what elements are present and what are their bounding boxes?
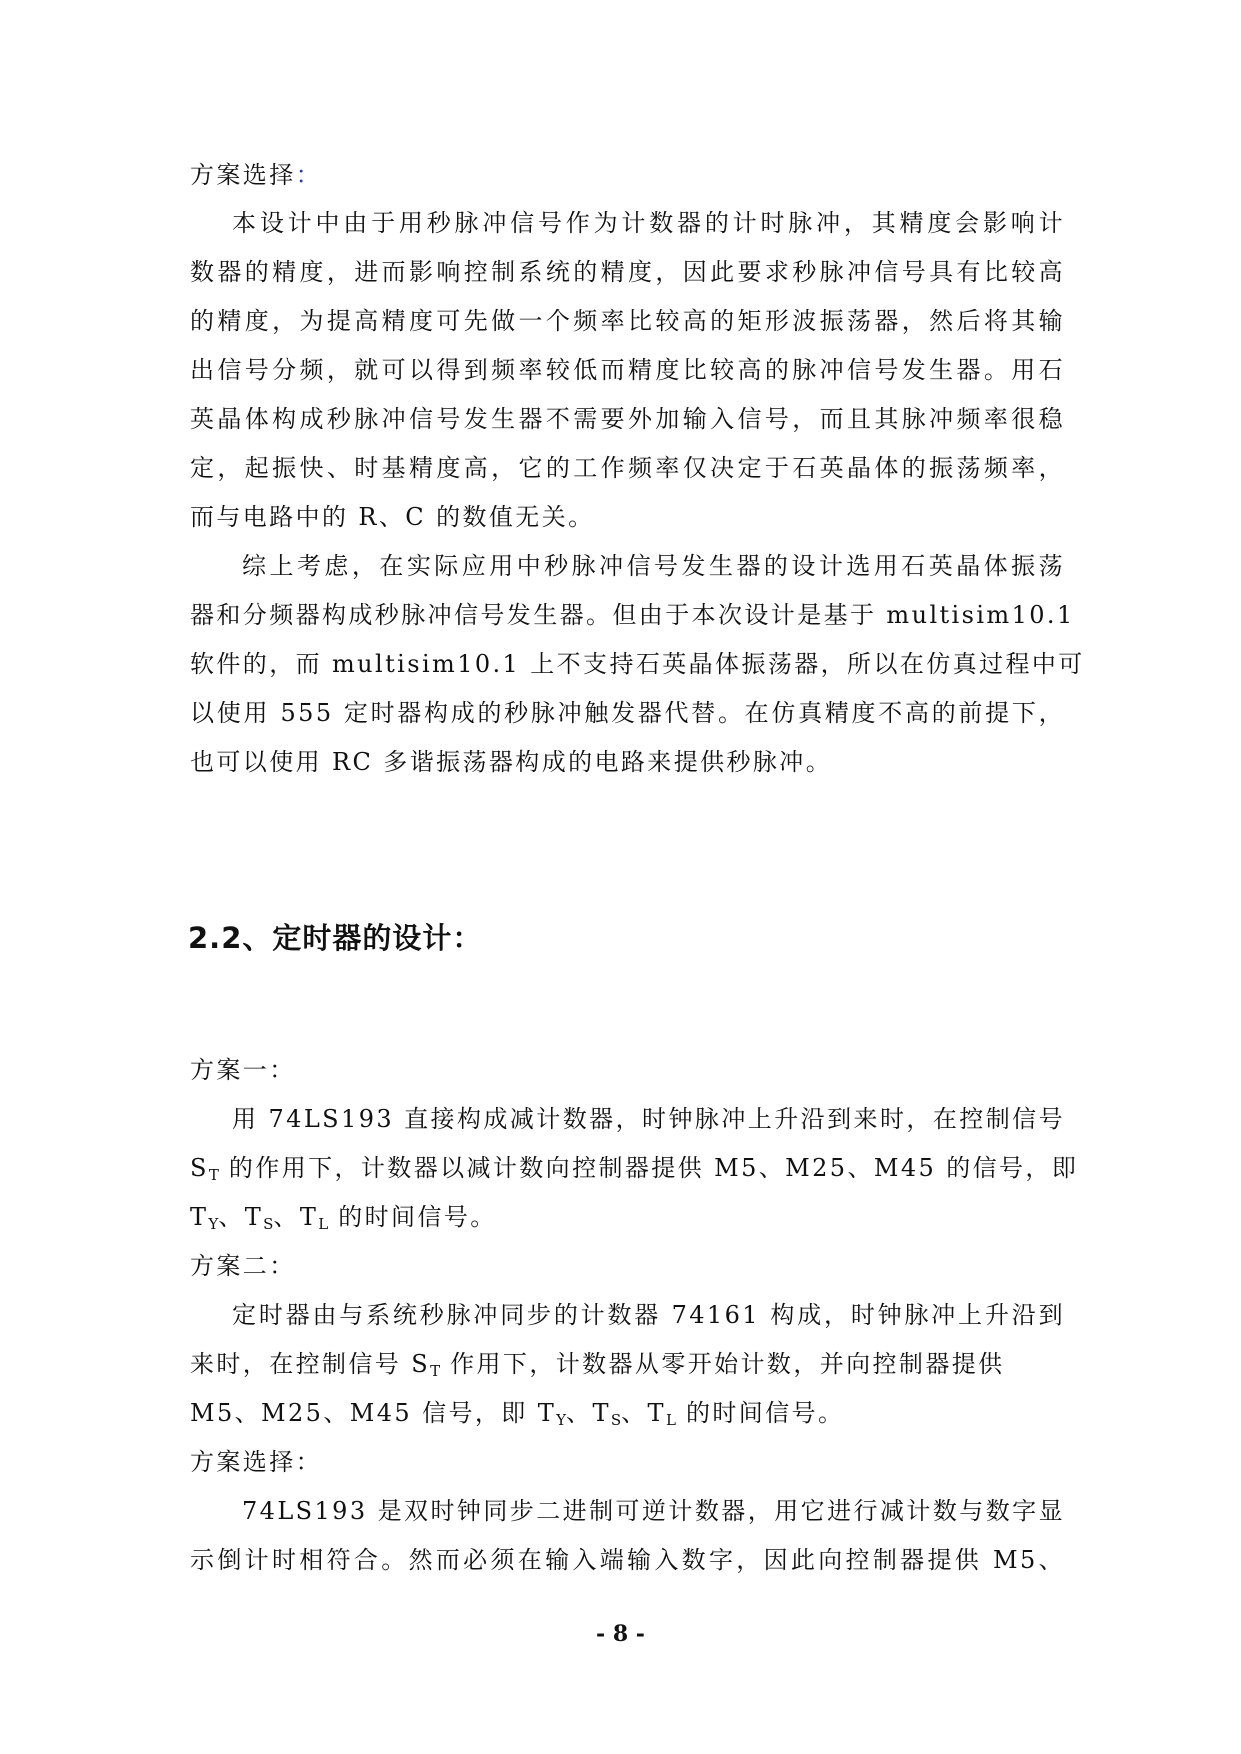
paragraph-line: 定时器由与系统秒脉冲同步的计数器 74161 构成，时钟脉冲上升沿到 (232, 1301, 1065, 1329)
section-label-scheme-selection: 方案选择： (190, 161, 323, 189)
scheme-one-label: 方案一： (190, 1056, 296, 1084)
paragraph-line: 来时，在控制信号 $S_T$ 作用下，计数器从零开始计数，并向控制器提供 (190, 1350, 1005, 1380)
page-number: - 8 - (596, 1621, 645, 1647)
paragraph-line: $S_T$ 的作用下，计数器以减计数向控制器提供 M5、M25、M45 的信号，即 (190, 1154, 1079, 1184)
paragraph-line: 74LS193 是双时钟同步二进制可逆计数器，用它进行减计数与数字显 (242, 1497, 1065, 1525)
paragraph-line: $T_Y$、$T_S$、$T_L$ 的时间信号。 (190, 1203, 497, 1233)
paragraph-line: 数器的精度，进而影响控制系统的精度，因此要求秒脉冲信号具有比较高 (190, 258, 1065, 286)
paragraph-line: 用 74LS193 直接构成减计数器，时钟脉冲上升沿到来时，在控制信号 (232, 1105, 1065, 1133)
paragraph-line: 定，起振快、时基精度高，它的工作频率仅决定于石英晶体的振荡频率， (190, 454, 1065, 482)
paragraph-line: M5、M25、M45 信号，即 $T_Y$、$T_S$、$T_L$ 的时间信号。 (190, 1399, 845, 1429)
paragraph-line: 英晶体构成秒脉冲信号发生器不需要外加输入信号，而且其脉冲频率很稳 (190, 405, 1065, 433)
paragraph-line: 示倒计时相符合。然而必须在输入端输入数字，因此向控制器提供 M5、 (190, 1546, 1065, 1574)
paragraph-line: 的精度，为提高精度可先做一个频率比较高的矩形波振荡器，然后将其输 (190, 307, 1065, 335)
paragraph-line: 也可以使用 RC 多谐振荡器构成的电路来提供秒脉冲。 (190, 748, 833, 776)
paragraph-line: 本设计中由于用秒脉冲信号作为计数器的计时脉冲，其精度会影响计 (232, 209, 1065, 237)
paragraph-line: 出信号分频，就可以得到频率较低而精度比较高的脉冲信号发生器。用石 (190, 356, 1065, 384)
paragraph-line: 以使用 555 定时器构成的秒脉冲触发器代替。在仿真精度不高的前提下， (190, 699, 1065, 727)
scheme-two-label: 方案二： (190, 1252, 296, 1280)
paragraph-line: 器和分频器构成秒脉冲信号发生器。但由于本次设计是基于 multisim10.1 (190, 601, 1075, 629)
scheme-selection-label: 方案选择： (190, 1448, 322, 1476)
paragraph-line: 软件的，而 multisim10.1 上不支持石英晶体振荡器，所以在仿真过程中可 (190, 650, 1085, 678)
paragraph-line: 而与电路中的 R、C 的数值无关。 (190, 503, 595, 531)
paragraph-line: 综上考虑，在实际应用中秒脉冲信号发生器的设计选用石英晶体振荡 (242, 552, 1065, 580)
section-heading: 2.2、定时器的设计： (188, 921, 483, 955)
